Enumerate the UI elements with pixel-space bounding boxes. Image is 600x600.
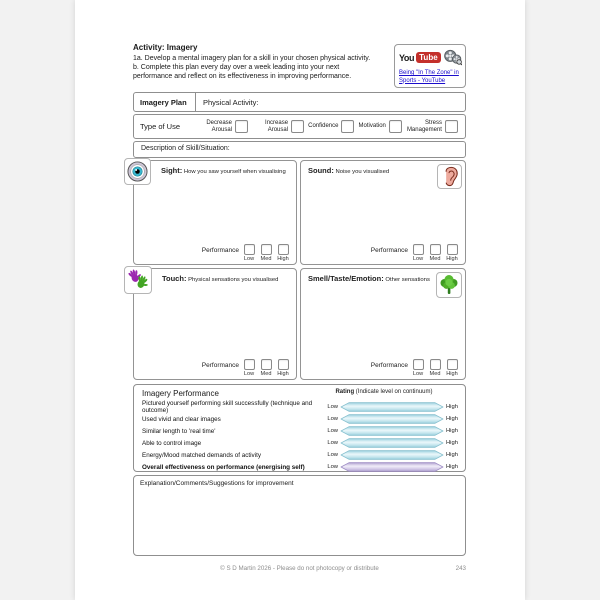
type-of-use-label: Type of Use — [140, 122, 181, 131]
rating-row-control: Able to control image Low High — [142, 439, 458, 447]
imagery-performance-section — [133, 384, 466, 472]
tree-icon — [436, 272, 462, 298]
sight-low-checkbox[interactable] — [244, 244, 255, 255]
decrease-arousal-checkbox[interactable] — [235, 120, 248, 133]
rating-slider-real-time[interactable] — [340, 426, 444, 436]
motivation-checkbox[interactable] — [389, 120, 402, 133]
rating-slider-overall[interactable] — [340, 462, 444, 472]
rating-slider-vivid[interactable] — [340, 414, 444, 424]
sound-high-checkbox[interactable] — [447, 244, 458, 255]
smell-subtitle: Other sensations — [385, 277, 430, 283]
imagery-plan-label: Imagery Plan — [134, 93, 196, 111]
touch-high-checkbox[interactable] — [278, 359, 289, 370]
smell-taste-emotion-box[interactable] — [300, 268, 466, 380]
touch-med-checkbox[interactable] — [261, 359, 272, 370]
smell-low-checkbox[interactable] — [413, 359, 424, 370]
handprints-icon — [124, 266, 152, 294]
stress-management-checkbox[interactable] — [445, 120, 458, 133]
sound-subtitle: Noise you visualised — [335, 169, 390, 175]
smell-performance: Performance Low Med High — [371, 359, 459, 377]
option-increase-arousal: Increase Arousal — [252, 120, 304, 133]
sight-med-checkbox[interactable] — [261, 244, 272, 255]
sight-title: Sight: — [161, 166, 183, 175]
smell-title: Smell/Taste/Emotion: — [308, 274, 384, 283]
sight-performance: Performance Low Med High — [202, 244, 290, 262]
sound-performance: Performance Low Med High — [371, 244, 459, 262]
rating-slider-control[interactable] — [340, 438, 444, 448]
sight-box[interactable] — [133, 160, 297, 265]
rating-row-real-time: Similar length to 'real time' Low High — [142, 427, 458, 435]
sight-subtitle: How you saw yourself when visualising — [183, 169, 286, 175]
physical-activity-field[interactable]: Physical Activity: — [203, 97, 259, 107]
rating-slider-energy[interactable] — [340, 450, 444, 460]
touch-title: Touch: — [162, 274, 187, 283]
option-decrease-arousal: Decrease Arousal — [196, 120, 248, 133]
activity-instruction-2: b. Complete this plan every day over a week leading into your next — [133, 64, 340, 71]
touch-performance: Performance Low Med High — [202, 359, 290, 377]
type-of-use-row — [133, 114, 466, 139]
imagery-performance-title: Imagery Performance — [142, 389, 219, 398]
option-stress-management: Stress Management — [406, 120, 458, 133]
activity-instruction-1: 1a. Develop a mental imagery plan for a skill in your chosen physical activity. — [133, 55, 371, 62]
increase-arousal-checkbox[interactable] — [291, 120, 304, 133]
rating-row-vivid: Used vivid and clear images Low High — [142, 415, 458, 423]
film-reel-icon — [443, 48, 462, 67]
option-motivation: Motivation — [359, 120, 402, 133]
sound-box[interactable] — [300, 160, 466, 265]
smell-high-checkbox[interactable] — [447, 359, 458, 370]
rating-row-energy: Energy/Mood matched demands of activity Low High — [142, 451, 458, 459]
sound-title: Sound: — [308, 166, 334, 175]
rating-row-pictured: Pictured yourself performing skill successfully (technique and outcome) Low High — [142, 400, 458, 414]
rating-header: Rating (Indicate level on continuum) — [335, 389, 433, 395]
youtube-logo-badge: Tube — [416, 52, 441, 63]
youtube-logo: You — [399, 52, 415, 63]
eye-icon — [124, 158, 151, 185]
touch-box[interactable] — [133, 268, 297, 380]
activity-instruction-3: performance and reflect on its effectiveness in improving performance. — [133, 73, 352, 80]
activity-header — [133, 43, 399, 81]
page-number: 243 — [455, 565, 466, 572]
touch-low-checkbox[interactable] — [244, 359, 255, 370]
youtube-panel — [394, 44, 466, 88]
rating-row-overall: Overall effectiveness on performance (energising self) Low High — [142, 463, 458, 471]
copyright-notice: © S D Martin 2026 - Please do not photocopy or distribute — [220, 565, 379, 572]
confidence-checkbox[interactable] — [341, 120, 354, 133]
sight-high-checkbox[interactable] — [278, 244, 289, 255]
ear-icon — [437, 164, 462, 189]
activity-title: Activity: Imagery — [133, 43, 198, 52]
option-confidence: Confidence — [308, 120, 354, 133]
smell-med-checkbox[interactable] — [430, 359, 441, 370]
youtube-link[interactable]: Being "In The Zone" in Sports - YouTube — [399, 70, 459, 84]
touch-subtitle: Physical sensations you visualised — [188, 277, 279, 283]
description-field[interactable]: Description of Skill/Situation: — [133, 141, 466, 158]
sound-med-checkbox[interactable] — [430, 244, 441, 255]
sound-low-checkbox[interactable] — [413, 244, 424, 255]
imagery-plan-row — [133, 92, 466, 112]
explanation-field[interactable]: Explanation/Comments/Suggestions for improvement — [133, 475, 466, 556]
rating-slider-pictured[interactable] — [340, 402, 444, 412]
